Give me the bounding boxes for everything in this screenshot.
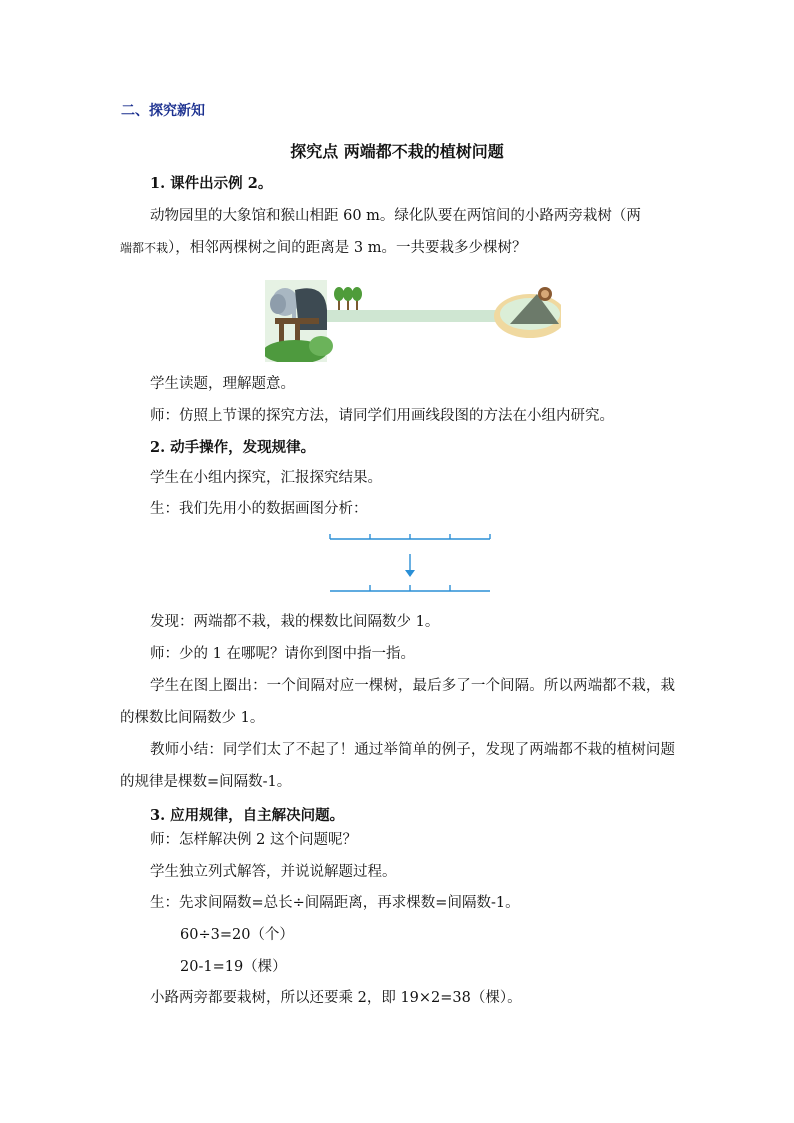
elephant-ear — [270, 294, 286, 314]
student-line-2: 生：先求间隔数=总长÷间隔距离，再求棵数=间隔数-1。 — [150, 895, 520, 911]
step-2-heading: 2. 动手操作，发现规律。 — [150, 439, 316, 456]
elephant-trunk — [292, 302, 296, 318]
zoo-illustration — [265, 280, 561, 362]
calculation-1: 60÷3=20（个） — [180, 927, 294, 943]
step-3-heading: 3. 应用规律，自主解决问题。 — [150, 807, 345, 824]
conclusion: 小路两旁都要栽树，所以还要乘 2，即 19×2=38（棵）。 — [150, 990, 522, 1006]
segment-diagram — [328, 532, 493, 596]
calculation-2: 20-1=19（棵） — [180, 959, 287, 975]
circle-paragraph: 学生在图上圈出：一个间隔对应一棵树，最后多了一个间隔。所以两端都不栽，栽的棵数比间隔数少 1。 — [120, 678, 675, 726]
step-1-heading: 1. 课件出示例 2。 — [150, 175, 273, 192]
arrow-down-icon — [405, 570, 415, 577]
path-shape — [320, 310, 510, 322]
trees — [334, 287, 362, 310]
section-heading: 二、探究新知 — [121, 103, 205, 119]
student-solve: 学生独立列式解答，并说说解题过程。 — [150, 864, 397, 880]
read-question: 学生读题，理解题意。 — [150, 376, 295, 392]
example-rest: ），相邻两棵树之间的距离是 3 m。一共要栽多少棵树？ — [168, 240, 527, 256]
teacher-line-1: 师：仿照上节课的探究方法，请同学们用画线段图的方法在小组内研究。 — [150, 408, 614, 424]
group-explore: 学生在小组内探究，汇报探究结果。 — [150, 470, 382, 486]
example-line-2 — [120, 238, 526, 258]
summary-paragraph: 教师小结：同学们太了不起了！通过举简单的例子，发现了两端都不栽的植树问题的规律是棵数=间隔数-1。 — [120, 742, 675, 790]
student-line-1: 生：我们先用小的数据画图分析： — [150, 501, 368, 517]
example-line-1: 动物园里的大象馆和猴山相距 60 m。绿化队要在两馆间的小路两旁栽树（两 — [150, 208, 641, 224]
example-aside: 端都不栽 — [120, 241, 169, 255]
lesson-title: 探究点 两端都不栽的植树问题 — [290, 142, 504, 161]
teacher-line-3: 师：怎样解决例 2 这个问题呢？ — [150, 832, 357, 848]
teacher-line-2: 师：少的 1 在哪呢？请你到图中指一指。 — [150, 646, 415, 662]
finding: 发现：两端都不栽，栽的棵数比间隔数少 1。 — [150, 614, 440, 630]
